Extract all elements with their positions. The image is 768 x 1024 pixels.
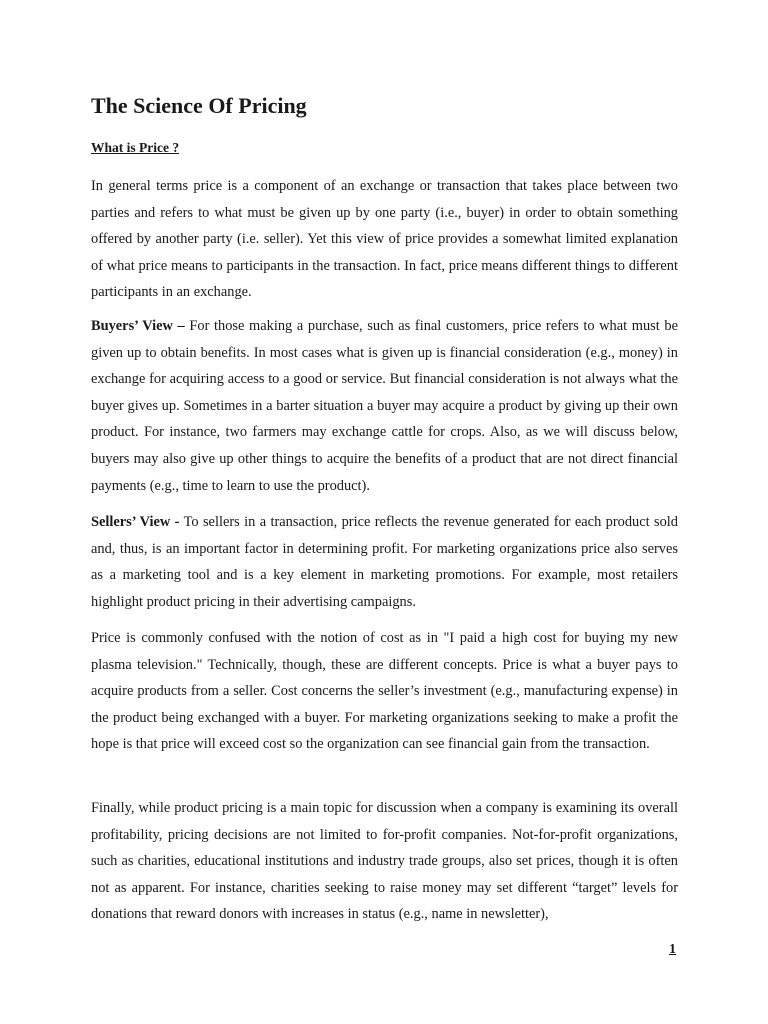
paragraph-not-for-profit: Finally, while product pricing is a main topic for discussion when a company is examining its overall profitability, pricing decisions are not limited to for-profit companies. Not-for-profit organizations, such as charities, educational institutions and industry trade groups, also set prices, though it is often not as apparent. For instance, charities seeking to raise money may set different “target” levels for donations that reward donors with increases in status (e.g., name in newsletter), bbox=[91, 800, 678, 923]
paragraph-definition: In general terms price is a component of an exchange or transaction that takes place between two parties and refers to what must be given up by one party (i.e., buyer) in order to obtain something offered by another party (i.e. seller). Yet this view of price provides a somewhat limited explanation of what price means to participants in the transaction. In fact, price means different things to different participants in an exchange. bbox=[91, 178, 678, 301]
buyers-view-lead: Buyers’ View – bbox=[91, 318, 185, 334]
document-title: The Science Of Pricing bbox=[91, 93, 307, 118]
document-page bbox=[91, 0, 678, 1024]
paragraph-buyers-view bbox=[91, 313, 678, 499]
sellers-view-lead: Sellers’ View - bbox=[91, 514, 180, 530]
page-number: 1 bbox=[669, 942, 676, 957]
buyers-view-body: For those making a purchase, such as final customers, price refers to what must be given up to obtain benefits. In most cases what is given up is financial consideration (e.g., money) in exchange for acquiring access to a good or service. But financial consideration is not always what the buyer gives up. Sometimes in a barter situation a buyer may acquire a product by giving up their own product. For instance, two farmers may exchange cattle for crops. Also, as we will discuss below, buyers may also give up other things to acquire the benefits of a product that are not direct financial payments (e.g., time to learn to use the product). bbox=[91, 318, 678, 494]
paragraph-price-vs-cost: Price is commonly confused with the notion of cost as in "I paid a high cost for buying my new plasma television." Technically, though, these are different concepts. Price is what a buyer pays to acquire products from a seller. Cost concerns the seller’s investment (e.g., manufacturing expense) in the product being exchanged with a buyer. For marketing organizations seeking to make a profit the hope is that price will exceed cost so the organization can see financial gain from the transaction. bbox=[91, 630, 678, 753]
sellers-view-body: To sellers in a transaction, price reflects the revenue generated for each product sold and, thus, is an important factor in determining profit. For marketing organizations price also serves as a marketing tool and is a key element in marketing promotions. For example, most retailers highlight product pricing in their advertising campaigns. bbox=[91, 514, 678, 610]
paragraph-sellers-view bbox=[91, 509, 678, 615]
section-heading: What is Price ? bbox=[91, 140, 180, 155]
